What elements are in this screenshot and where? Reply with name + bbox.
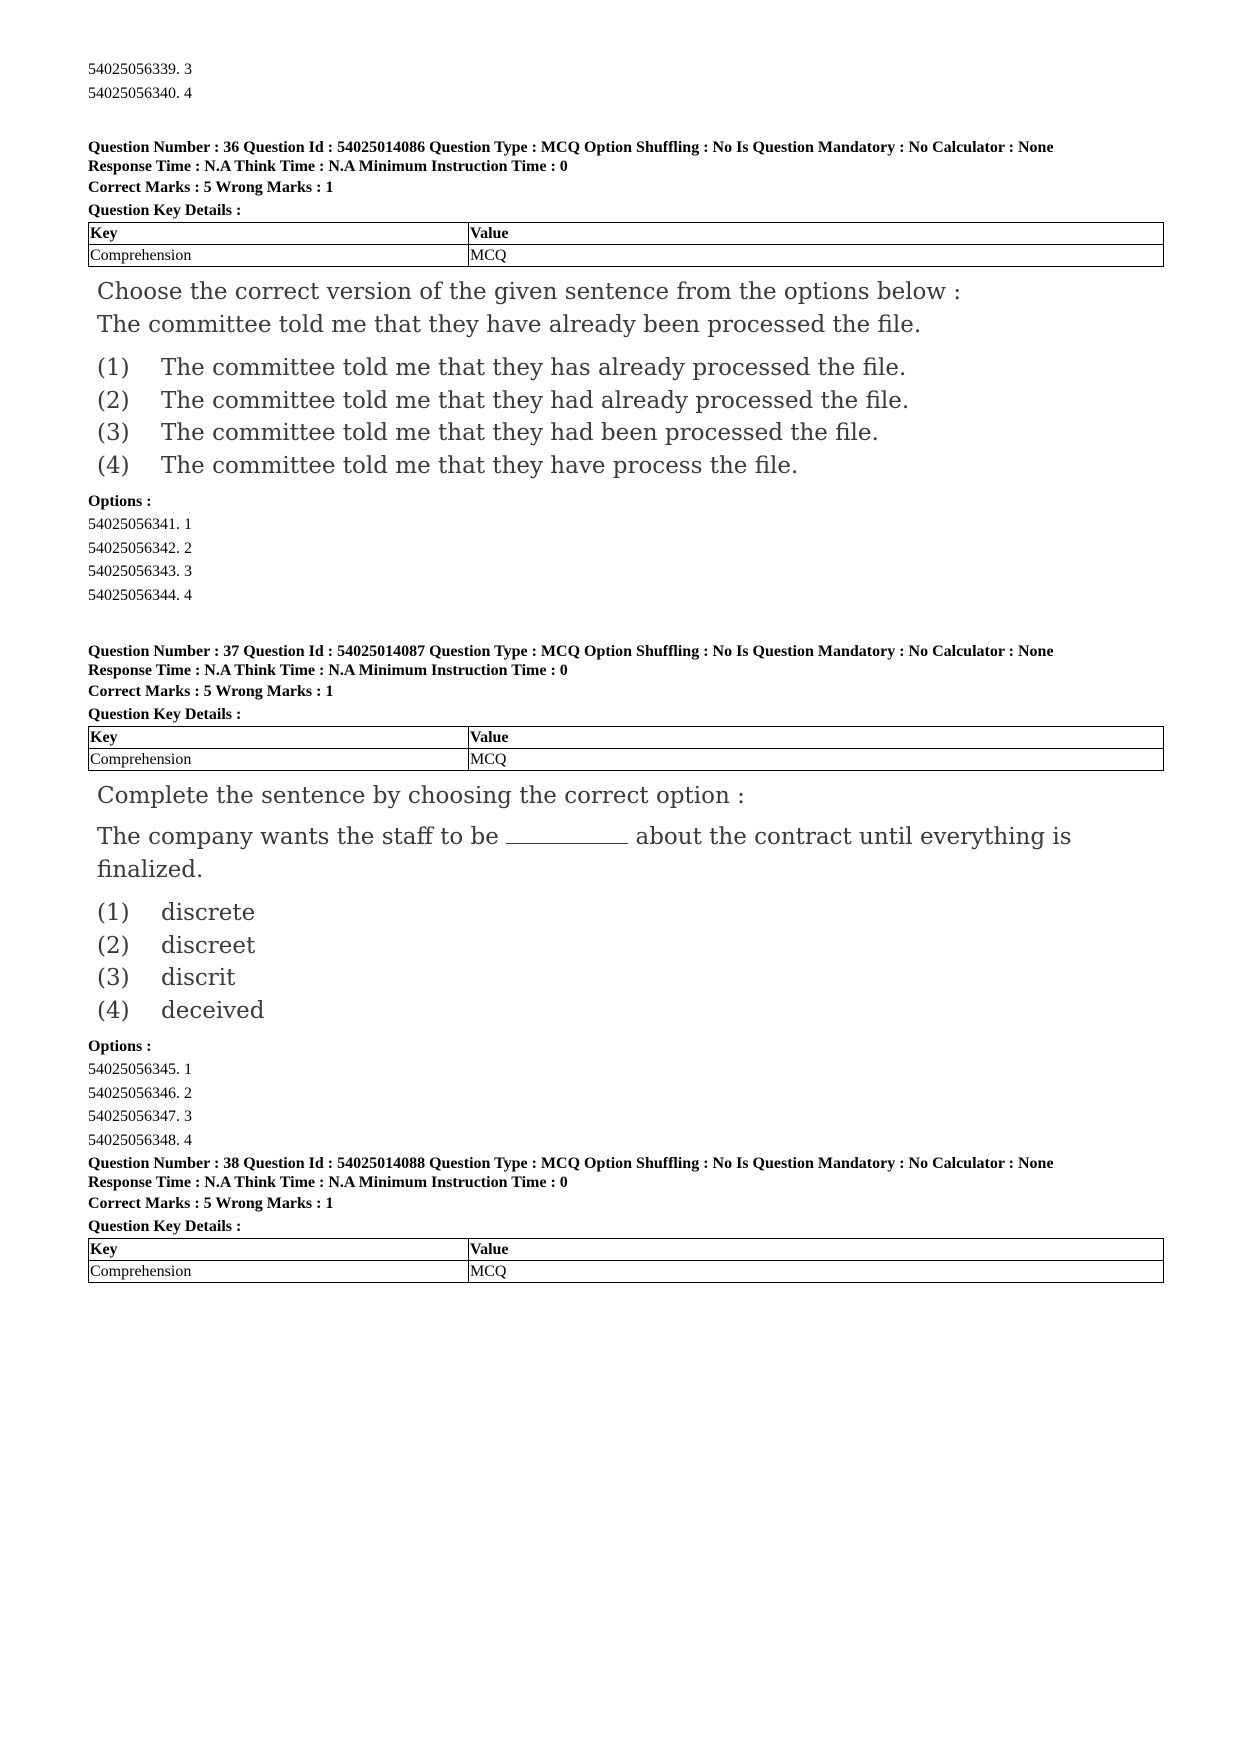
choice-item xyxy=(97,450,1164,483)
key-cell: Comprehension xyxy=(89,749,469,771)
question-header-line2: Response Time : N.A Think Time : N.A Minimum Instruction Time : 0 xyxy=(88,1174,568,1191)
sentence-before-blank: The company wants the staff to be xyxy=(97,824,499,850)
previous-question-options xyxy=(88,58,192,105)
key-header-cell: Key xyxy=(89,727,469,749)
option-line: 54025056347. 3 xyxy=(88,1108,192,1125)
choice-item xyxy=(97,897,1164,930)
question-header-line1: Question Number : 36 Question Id : 54025014086 Question Type : MCQ Option Shuffling : No Is Question Mandatory : No Calculator : None xyxy=(88,139,1054,156)
sentence-after-blank: about the contract until everything is finalized. xyxy=(97,824,1072,883)
question-sentence: The committee told me that they have already been processed the file. xyxy=(97,312,922,338)
choice-number: (1) xyxy=(97,900,130,926)
key-details-label: Question Key Details : xyxy=(88,706,242,723)
key-table-row xyxy=(89,749,1164,771)
value-cell: MCQ xyxy=(469,749,1164,771)
choice-text: discreet xyxy=(161,932,256,959)
choice-text: The committee told me that they had already processed the file. xyxy=(161,387,910,414)
value-header-cell: Value xyxy=(469,727,1164,749)
option-line: 54025056345. 1 xyxy=(88,1061,192,1078)
choice-number: (1) xyxy=(97,355,130,381)
key-cell: Comprehension xyxy=(89,1261,469,1283)
marks-line: Correct Marks : 5 Wrong Marks : 1 xyxy=(88,683,334,700)
question-block-38 xyxy=(88,1154,1164,1283)
question-header-line1: Question Number : 38 Question Id : 54025014088 Question Type : MCQ Option Shuffling : No Is Question Mandatory : No Calculator : None xyxy=(88,1155,1054,1172)
question-header-line2: Response Time : N.A Think Time : N.A Minimum Instruction Time : 0 xyxy=(88,158,568,175)
key-header-cell: Key xyxy=(89,223,469,245)
choice-text: discrit xyxy=(161,965,236,991)
key-details-label: Question Key Details : xyxy=(88,202,242,219)
question-stem: Complete the sentence by choosing the correct option : xyxy=(97,783,745,809)
option-line: 54025056343. 3 xyxy=(88,563,192,580)
choice-list xyxy=(97,352,1164,482)
choice-number: (4) xyxy=(97,452,130,479)
key-details-label: Question Key Details : xyxy=(88,1218,242,1235)
key-cell: Comprehension xyxy=(89,245,469,267)
option-line: 54025056348. 4 xyxy=(88,1131,192,1149)
choice-number: (3) xyxy=(97,965,130,991)
choice-item xyxy=(97,352,1164,385)
question-block-36 xyxy=(88,138,1164,607)
options-label: Options : xyxy=(88,493,152,510)
question-block-37 xyxy=(88,642,1164,1152)
choice-text: The committee told me that they had been processed the file. xyxy=(161,420,879,446)
question-header-line1: Question Number : 37 Question Id : 54025014087 Question Type : MCQ Option Shuffling : No Is Question Mandatory : No Calculator : None xyxy=(88,643,1054,660)
key-table-header xyxy=(89,1239,1164,1261)
key-table-row xyxy=(89,245,1164,267)
question-header-line2: Response Time : N.A Think Time : N.A Minimum Instruction Time : 0 xyxy=(88,662,568,679)
choice-text: deceived xyxy=(161,997,265,1024)
choice-item xyxy=(97,385,1164,418)
choice-number: (4) xyxy=(97,997,130,1024)
answer-blank xyxy=(506,823,628,844)
key-table-header xyxy=(89,223,1164,245)
choice-text: The committee told me that they has already processed the file. xyxy=(161,355,907,381)
value-header-cell: Value xyxy=(469,1239,1164,1261)
question-stem: Choose the correct version of the given sentence from the options below : xyxy=(97,279,962,305)
key-table xyxy=(88,222,1164,267)
choice-number: (2) xyxy=(97,387,130,414)
choice-text: discrete xyxy=(161,900,256,926)
marks-line: Correct Marks : 5 Wrong Marks : 1 xyxy=(88,1195,334,1212)
marks-line: Correct Marks : 5 Wrong Marks : 1 xyxy=(88,179,334,196)
choice-number: (3) xyxy=(97,420,130,446)
value-header-cell: Value xyxy=(469,223,1164,245)
key-table xyxy=(88,726,1164,771)
options-label: Options : xyxy=(88,1038,152,1055)
option-line: 54025056341. 1 xyxy=(88,516,192,533)
choice-number: (2) xyxy=(97,932,130,959)
key-table-row xyxy=(89,1261,1164,1283)
choice-item xyxy=(97,930,1164,963)
choice-item xyxy=(97,962,1164,995)
question-sentence xyxy=(97,821,1164,887)
option-line: 54025056339. 3 xyxy=(88,61,192,78)
choice-item xyxy=(97,417,1164,450)
choice-text: The committee told me that they have process the file. xyxy=(161,452,799,479)
value-cell: MCQ xyxy=(469,1261,1164,1283)
option-line: 54025056346. 2 xyxy=(88,1084,192,1102)
choice-item xyxy=(97,995,1164,1028)
choice-list xyxy=(97,897,1164,1027)
option-line: 54025056342. 2 xyxy=(88,539,192,557)
key-header-cell: Key xyxy=(89,1239,469,1261)
option-line: 54025056340. 4 xyxy=(88,84,192,102)
value-cell: MCQ xyxy=(469,245,1164,267)
question-content xyxy=(97,276,1164,482)
question-content xyxy=(97,780,1164,1027)
key-table-header xyxy=(89,727,1164,749)
key-table xyxy=(88,1238,1164,1283)
option-line: 54025056344. 4 xyxy=(88,586,192,604)
